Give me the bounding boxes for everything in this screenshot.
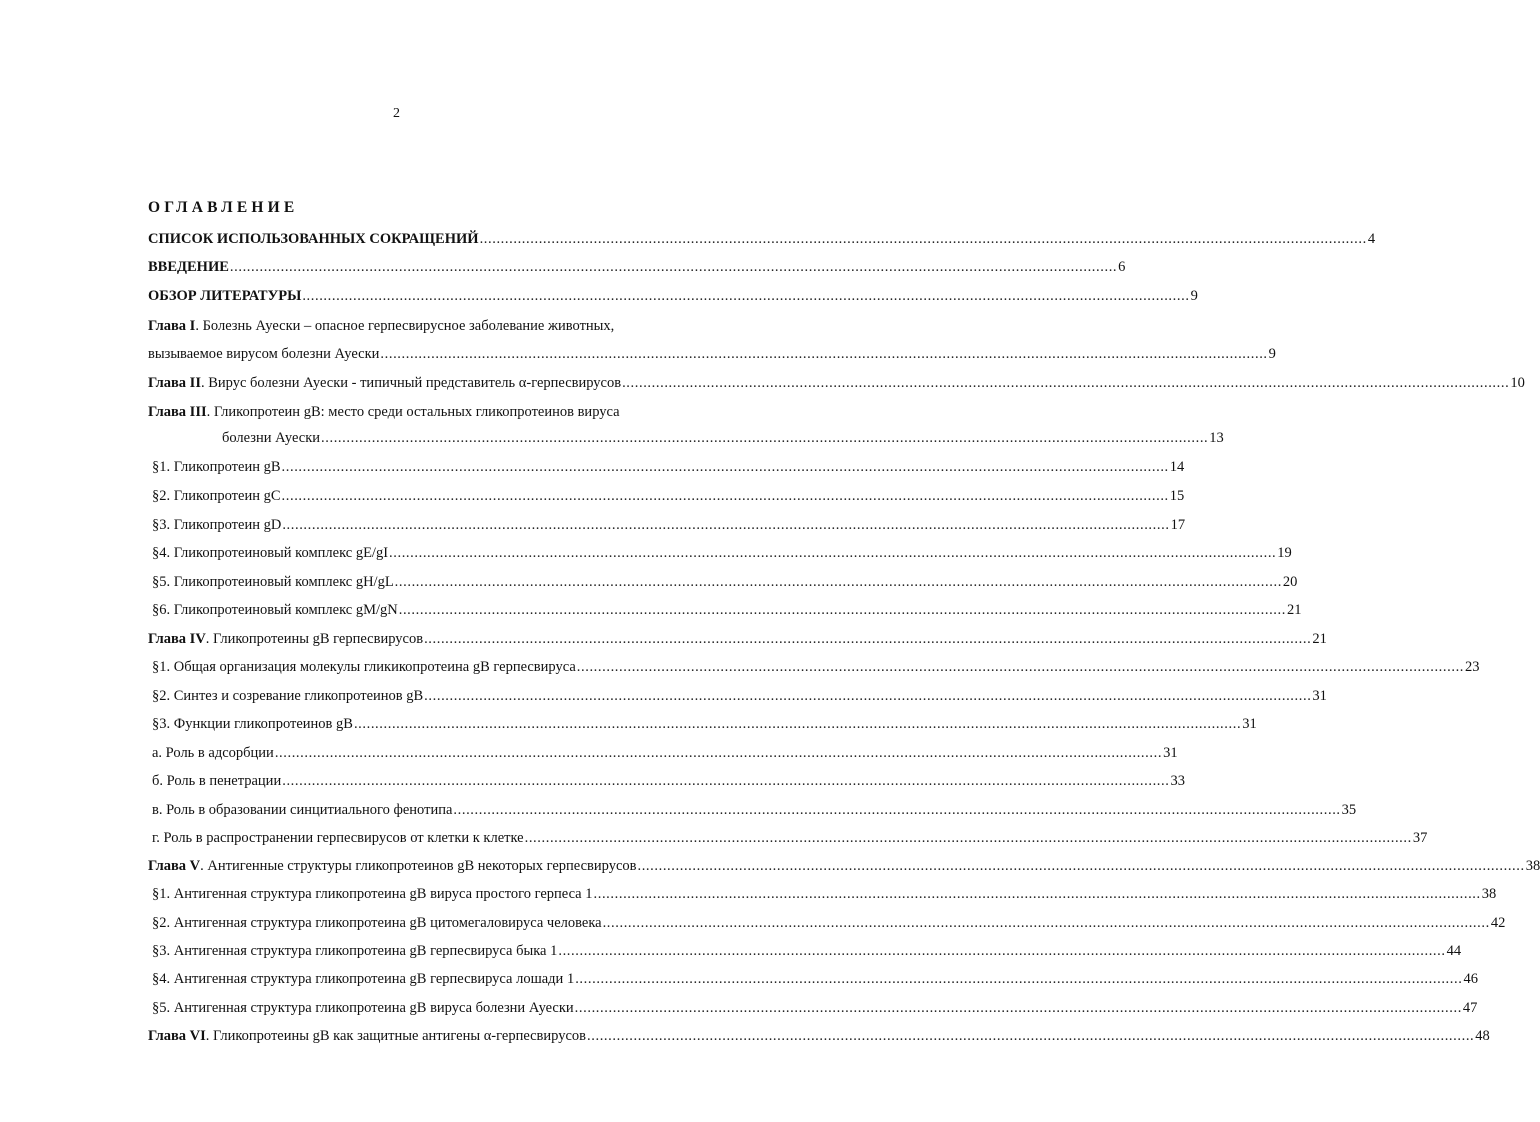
- chapter-title-part: . Антигенные структуры гликопротеинов gB некоторых герпесвирусов: [200, 858, 637, 874]
- toc-entry-text: г. Роль в распространении герпесвирусов от клетки к клетке: [152, 830, 524, 846]
- toc-entry-text: §2. Синтез и созревание гликопротеинов gB: [152, 688, 424, 704]
- toc-entry-page: 6: [1118, 259, 1126, 275]
- toc-entry-text: СПИСОК ИСПОЛЬЗОВАННЫХ СОКРАЩЕНИЙ: [148, 231, 479, 247]
- toc-entry-text: §3. Функции гликопротеинов gB: [152, 716, 353, 732]
- toc-entry-abbreviations: [148, 230, 1376, 248]
- toc-entry-text: §3. Антигенная структура гликопротеина gB герпесвируса быка 1: [152, 943, 558, 959]
- toc-entry-text: [148, 857, 636, 875]
- chapter-label: Глава V: [148, 858, 201, 874]
- toc-entry-section: [152, 544, 1292, 562]
- chapter-title-part: . Гликопротеин gB: место среди остальных гликопротеинов вируса: [206, 404, 620, 420]
- toc-entry-text: §4. Гликопротеиновый комплекс gE/gI: [152, 545, 389, 561]
- toc-entry-text: б. Роль в пенетрации: [152, 773, 282, 789]
- toc-entry-page: 38: [1481, 886, 1497, 902]
- toc-entry-chapter-2: [148, 374, 1525, 392]
- toc-entry-section: [152, 914, 1506, 932]
- chapter-label: Глава I: [148, 318, 196, 334]
- toc-leader: [424, 687, 1311, 705]
- toc-entry-page: 46: [1463, 971, 1478, 987]
- toc-entry-chapter-1-line1: [148, 317, 693, 335]
- toc-leader: [594, 885, 1481, 903]
- toc-entry-text: [148, 374, 621, 392]
- toc-entry-page: 37: [1412, 830, 1428, 846]
- toc-leader: [302, 287, 1189, 305]
- toc-entry-chapter-5: [148, 857, 1540, 875]
- toc-entry-section: [152, 516, 1186, 534]
- toc-leader: [525, 829, 1412, 847]
- toc-entry-section: [152, 658, 1480, 676]
- toc-entry-page: 9: [1268, 346, 1276, 362]
- chapter-title-part: . Гликопротеины gB герпесвирусов: [205, 631, 424, 647]
- toc-leader: [453, 801, 1340, 819]
- toc-entry-subsection: [152, 801, 1357, 819]
- toc-entry-page: 20: [1282, 574, 1298, 590]
- toc-leader: [395, 573, 1282, 591]
- toc-leader: [424, 630, 1311, 648]
- toc-entry-text: §1. Гликопротеин gB: [152, 459, 281, 475]
- toc-entry-section: [152, 999, 1478, 1017]
- toc-entry-section: [152, 487, 1185, 505]
- toc-entry-section: [152, 687, 1327, 705]
- toc-entry-page: 35: [1341, 802, 1357, 818]
- page-number: 2: [393, 106, 400, 121]
- toc-entry-text: в. Роль в образовании синцитиального фенотипа: [152, 802, 453, 818]
- toc-entry-subsection: [152, 744, 1178, 762]
- toc-entry-page: 33: [1170, 773, 1185, 789]
- toc-leader: [603, 914, 1490, 932]
- toc-entry-text: болезни Ауески: [222, 430, 321, 446]
- toc-entry-text: [148, 403, 620, 421]
- toc-leader: [587, 1027, 1474, 1045]
- toc-leader: [622, 374, 1509, 392]
- toc-entry-section: [152, 885, 1497, 903]
- toc-entry-text: ВВЕДЕНИЕ: [148, 259, 229, 275]
- toc-entry-page: 42: [1490, 915, 1506, 931]
- toc-entry-page: 14: [1169, 459, 1185, 475]
- toc-entry-text: [148, 317, 614, 335]
- toc-leader: [399, 601, 1286, 619]
- toc-leader: [637, 857, 1524, 875]
- toc-entry-text: §5. Антигенная структура гликопротеина gB вируса болезни Ауески: [152, 1000, 574, 1016]
- toc-entry-text: а. Роль в адсорбции: [152, 745, 274, 761]
- toc-entry-subsection: [152, 772, 1185, 790]
- toc-entry-text: §4. Антигенная структура гликопротеина gB герпесвируса лошади 1: [152, 971, 575, 987]
- toc-entry-section: [152, 715, 1257, 733]
- toc-entry-page: 44: [1446, 943, 1462, 959]
- toc-entry-page: 21: [1286, 602, 1302, 618]
- toc-entry-text: §2. Антигенная структура гликопротеина gB цитомегаловируса человека: [152, 915, 602, 931]
- toc-entry-section: [152, 601, 1302, 619]
- toc-leader: [558, 942, 1445, 960]
- toc-entry-section: [152, 970, 1478, 988]
- toc-entry-text: ОБЗОР ЛИТЕРАТУРЫ: [148, 288, 302, 304]
- chapter-label: Глава III: [148, 404, 207, 420]
- toc-entry-page: 31: [1242, 716, 1257, 732]
- toc-leader: [575, 970, 1462, 988]
- chapter-label: Глава II: [148, 375, 201, 391]
- toc-leader: [380, 345, 1267, 363]
- toc-entry-page: 19: [1277, 545, 1292, 561]
- toc-leader: [321, 429, 1208, 447]
- toc-entry-text: [148, 630, 423, 648]
- toc-entry-page: 31: [1312, 688, 1327, 704]
- toc-entry-text: §3. Гликопротеин gD: [152, 517, 282, 533]
- toc-entry-literature-review: [148, 287, 1198, 305]
- toc-entry-page: 23: [1465, 659, 1480, 675]
- toc-entry-text: вызываемое вирусом болезни Ауески: [148, 346, 380, 362]
- toc-entry-page: 17: [1170, 517, 1186, 533]
- toc-entry-page: 13: [1209, 430, 1224, 446]
- toc-entry-section: [152, 573, 1298, 591]
- chapter-title-part: . Гликопротеины gB как защитные антигены α-герпесвирусов: [205, 1028, 587, 1044]
- toc-entry-chapter-3-line1: [148, 403, 693, 421]
- toc-entry-text: [148, 1027, 586, 1045]
- toc-entry-page: 47: [1462, 1000, 1478, 1016]
- chapter-label: Глава VI: [148, 1028, 206, 1044]
- chapter-label: Глава IV: [148, 631, 206, 647]
- toc-entry-text: §6. Гликопротеиновый комплекс gM/gN: [152, 602, 398, 618]
- toc-entry-page: 38: [1525, 858, 1540, 874]
- toc-entry-text: §2. Гликопротеин gC: [152, 488, 281, 504]
- toc-entry-page: 21: [1312, 631, 1327, 647]
- toc-entry-text: §1. Общая организация молекулы гликикопротеина gB герпесвируса: [152, 659, 576, 675]
- toc-entry-page: 10: [1510, 375, 1525, 391]
- chapter-title-part: . Вирус болезни Ауески - типичный представитель α-герпесвирусов: [200, 375, 622, 391]
- toc-entry-page: 15: [1169, 488, 1185, 504]
- toc-entry-page: 31: [1163, 745, 1178, 761]
- toc-leader: [480, 230, 1367, 248]
- toc-entry-text: §5. Гликопротеиновый комплекс gH/gL: [152, 574, 394, 590]
- toc-entry-introduction: [148, 258, 1126, 276]
- toc-entry-section: [152, 942, 1462, 960]
- toc-entry-text: §1. Антигенная структура гликопротеина gB вируса простого герпеса 1: [152, 886, 593, 902]
- toc-entry-page: 48: [1475, 1028, 1490, 1044]
- toc-leader: [282, 458, 1169, 476]
- toc-entry-chapter-4: [148, 630, 1327, 648]
- toc-entry-chapter-3-line2: [222, 429, 1224, 447]
- toc-entry-section: [152, 458, 1185, 476]
- toc-entry-chapter-1-line2: [148, 345, 1276, 363]
- toc-entry-chapter-6: [148, 1027, 1490, 1045]
- chapter-title-part: . Болезнь Ауески – опасное герпесвирусное заболевание животных,: [195, 318, 615, 334]
- toc-leader: [389, 544, 1276, 562]
- toc-title: ОГЛАВЛЕНИЕ: [148, 199, 299, 216]
- toc-leader: [275, 744, 1162, 762]
- toc-leader: [354, 715, 1241, 733]
- toc-leader: [230, 258, 1117, 276]
- toc-entry-page: 9: [1190, 288, 1198, 304]
- toc-leader: [575, 999, 1462, 1017]
- toc-leader: [282, 487, 1169, 505]
- toc-entry-subsection: [152, 829, 1428, 847]
- toc-leader: [282, 516, 1169, 534]
- toc-leader: [577, 658, 1464, 676]
- toc-entry-page: 4: [1367, 231, 1376, 247]
- toc-leader: [282, 772, 1169, 790]
